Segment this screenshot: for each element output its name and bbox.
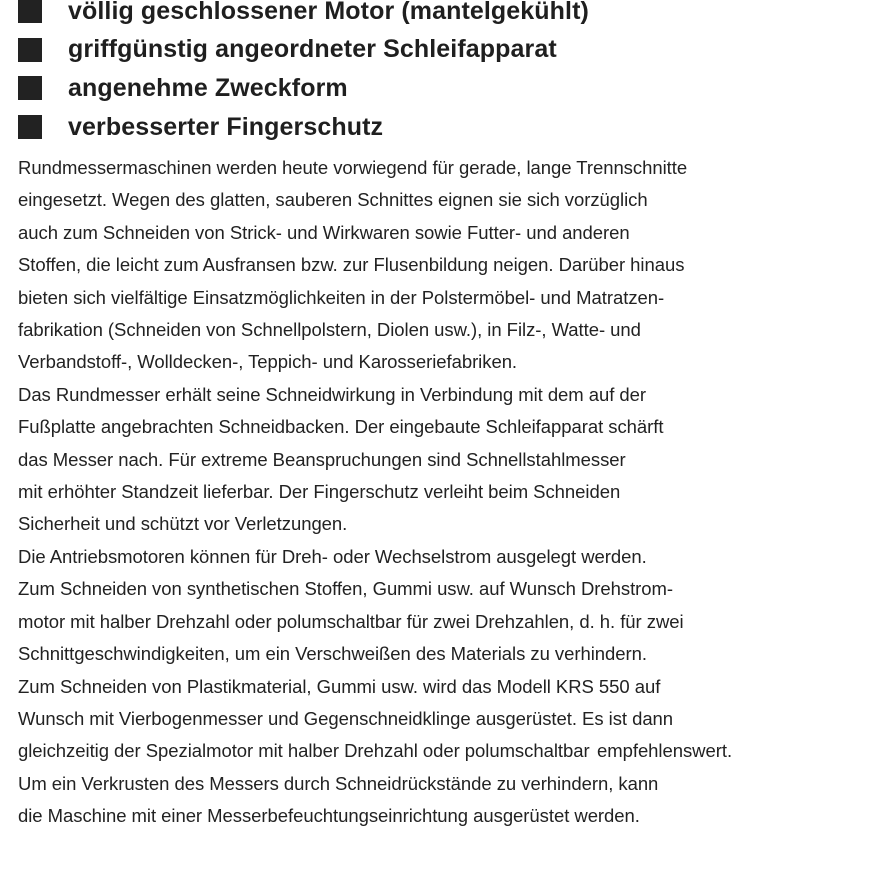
text-line: empfehlenswert.	[597, 740, 733, 762]
text-line: die Maschine mit einer Messerbefeuchtungseinrichtung ausgerüstet werden.	[18, 805, 640, 827]
text-line: gleichzeitig der Spezialmotor mit halber Drehzahl oder polumschaltbar	[18, 740, 590, 762]
text-line: Stoffen, die leicht zum Ausfransen bzw. zur Flusenbildung neigen. Darüber hinaus	[18, 254, 685, 276]
text-line: mit erhöhter Standzeit lieferbar. Der Fingerschutz verleiht beim Schneiden	[18, 481, 621, 503]
feature-item	[18, 31, 877, 70]
text-line: Rundmessermaschinen werden heute vorwiegend für gerade, lange Trennschnitte	[18, 157, 688, 178]
feature-item	[18, 0, 877, 31]
feature-label: griffgünstig angeordneter Schleifapparat	[68, 35, 557, 64]
text-line: Zum Schneiden von synthetischen Stoffen, Gummi usw. auf Wunsch Drehstrom-	[18, 578, 674, 600]
text-line: Wunsch mit Vierbogenmesser und Gegenschneidklinge ausgerüstet. Es ist dann	[18, 707, 674, 729]
text-line: eingesetzt. Wegen des glatten, sauberen Schnittes eignen sie sich vorzüglich	[18, 189, 648, 211]
feature-label: verbesserter Fingerschutz	[68, 112, 384, 141]
text-line: fabrikation (Schneiden von Schnellpolstern, Diolen usw.), in Filz-, Watte- und	[18, 319, 641, 341]
text-line: Zum Schneiden von Plastikmaterial, Gummi usw. wird das Modell KRS 550 auf	[18, 675, 661, 697]
square-bullet-icon	[18, 38, 42, 62]
feature-label: angenehme Zweckform	[68, 73, 348, 102]
text-line: bieten sich vielfältige Einsatzmöglichkeiten in der Polstermöbel- und Matratzen-	[18, 286, 665, 308]
text-line: auch zum Schneiden von Strick- und Wirkwaren sowie Futter- und anderen	[18, 221, 630, 243]
text-line: Die Antriebsmotoren können für Dreh- oder Wechselstrom ausgelegt werden.	[18, 545, 647, 567]
body-text	[18, 152, 877, 833]
feature-list	[18, 0, 877, 146]
feature-item	[18, 69, 877, 108]
text-line: Sicherheit und schützt vor Verletzungen.	[18, 513, 348, 535]
feature-item	[18, 108, 877, 147]
square-bullet-icon	[18, 76, 42, 100]
text-line: das Messer nach. Für extreme Beanspruchungen sind Schnellstahlmesser	[18, 448, 626, 470]
text-line: Verbandstoff-, Wolldecken-, Teppich- und Karosseriefabriken.	[18, 351, 518, 373]
text-line: Das Rundmesser erhält seine Schneidwirkung in Verbindung mit dem auf der	[18, 383, 647, 405]
feature-label: völlig geschlossener Motor (mantelgekühlt)	[68, 0, 589, 25]
text-line: Um ein Verkrusten des Messers durch Schneidrückstände zu verhindern, kann	[18, 772, 659, 794]
square-bullet-icon	[18, 115, 42, 139]
text-line: Fußplatte angebrachten Schneidbacken. Der eingebaute Schleifapparat schärft	[18, 416, 664, 438]
square-bullet-icon	[18, 0, 42, 23]
text-line: Schnittgeschwindigkeiten, um ein Verschweißen des Materials zu verhindern.	[18, 643, 647, 665]
text-line: motor mit halber Drehzahl oder polumschaltbar für zwei Drehzahlen, d. h. für zwei	[18, 610, 684, 632]
